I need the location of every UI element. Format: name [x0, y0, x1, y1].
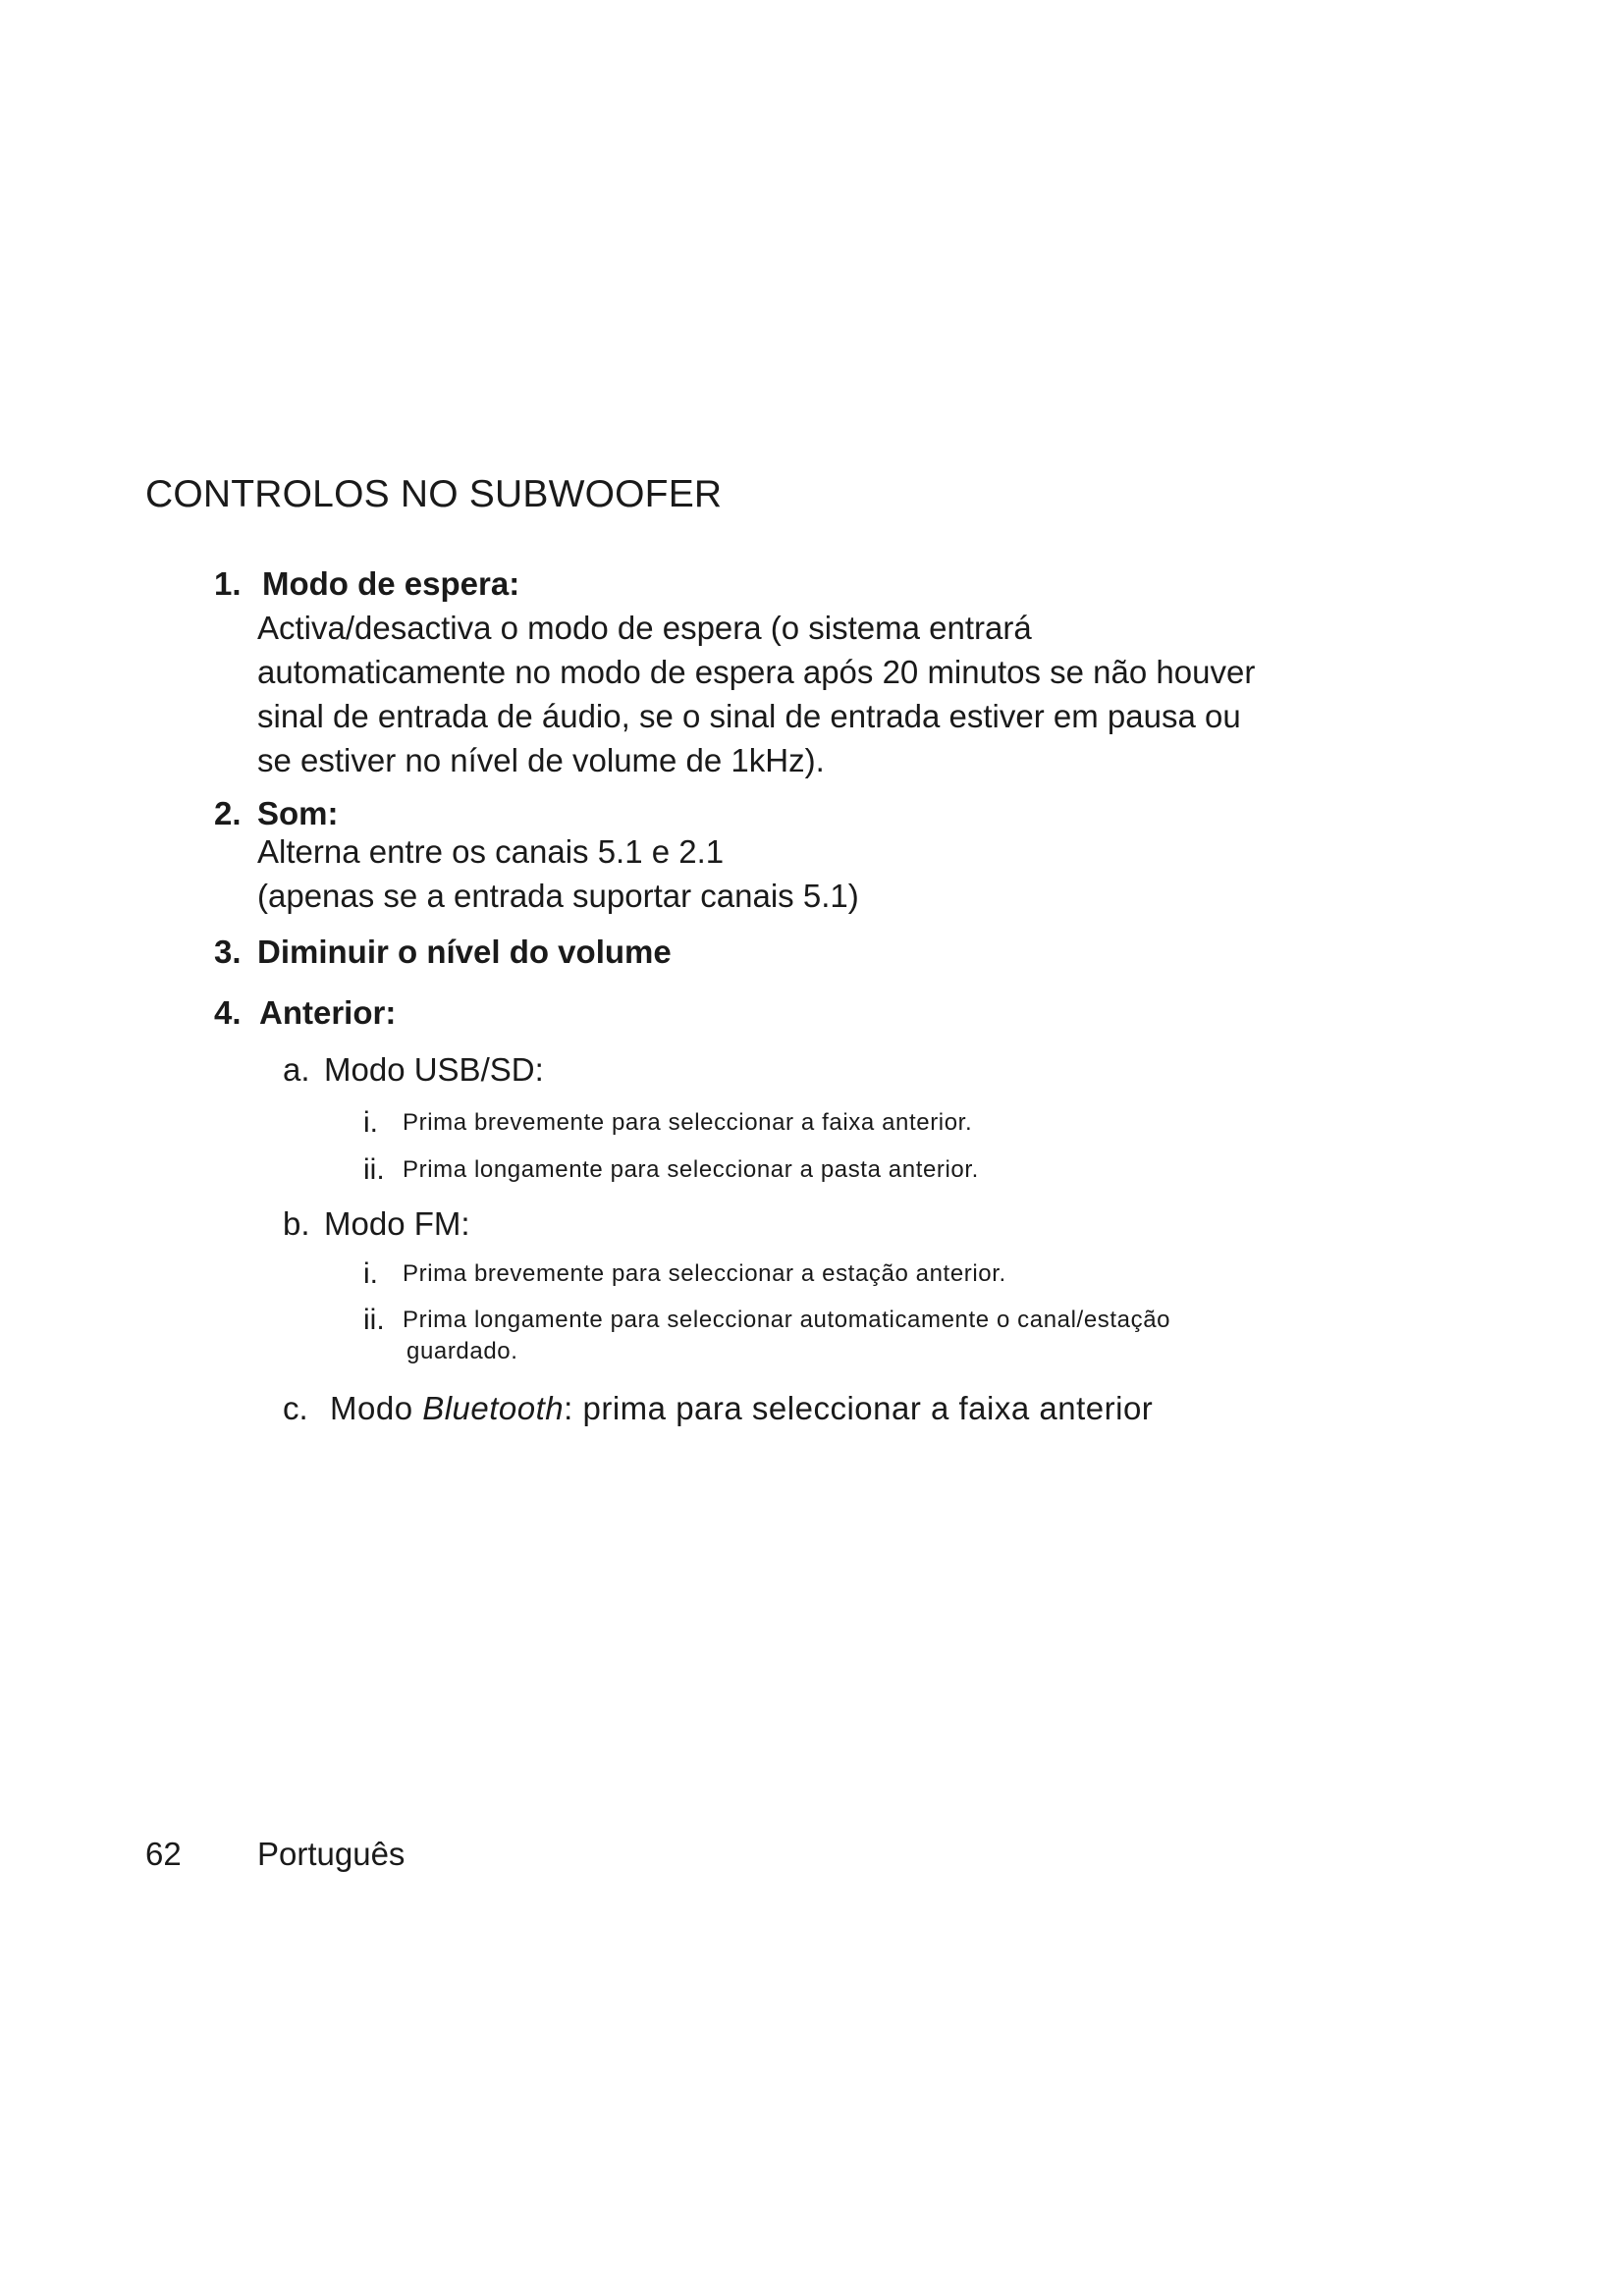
sub-item-a-point-ii-numeral: ii.: [363, 1153, 385, 1186]
item-2-number: 2.: [214, 795, 242, 831]
sub-item-b-point-ii-line-2: guardado.: [406, 1338, 518, 1364]
sub-item-c-label: [330, 1392, 1153, 1424]
item-1-heading: Modo de espera:: [262, 565, 520, 602]
sub-item-b-label: Modo FM:: [324, 1205, 470, 1242]
sub-item-b-point-ii-line-1: Prima longamente para seleccionar automaticamente o canal/estação: [403, 1307, 1171, 1333]
page-title: CONTROLOS NO SUBWOOFER: [145, 473, 723, 515]
item-4-number: 4.: [214, 994, 242, 1031]
sub-item-b-point-ii-numeral: ii.: [363, 1304, 385, 1336]
item-1-description: [257, 606, 1255, 782]
item-4-heading: Anterior:: [259, 994, 397, 1031]
sub-item-c-label-suffix: : prima para seleccionar a faixa anterior: [564, 1390, 1154, 1426]
sub-item-a-point-i-text: Prima brevemente para seleccionar a faixa anterior.: [403, 1109, 973, 1136]
sub-item-b-point-i-numeral: i.: [363, 1257, 378, 1290]
sub-item-b-letter: b.: [283, 1205, 310, 1242]
item-1-line-2: automaticamente no modo de espera após 20 minutos se não houver: [257, 654, 1256, 690]
footer-language: Português: [257, 1836, 406, 1872]
sub-item-b-point-i-text: Prima brevemente para seleccionar a estação anterior.: [403, 1260, 1006, 1287]
item-1-line-4: se estiver no nível de volume de 1kHz).: [257, 742, 825, 778]
item-3-number: 3.: [214, 934, 242, 970]
item-1-number: 1.: [214, 565, 242, 602]
sub-item-c-label-prefix: Modo: [330, 1390, 423, 1426]
item-1-line-3: sinal de entrada de áudio, se o sinal de entrada estiver em pausa ou: [257, 698, 1241, 734]
item-2-line-2: (apenas se a entrada suportar canais 5.1): [257, 878, 859, 914]
item-3-heading: Diminuir o nível do volume: [257, 934, 672, 970]
sub-item-b-point-ii-text: [403, 1305, 1170, 1367]
item-2-heading: Som:: [257, 795, 339, 831]
item-2-line-1: Alterna entre os canais 5.1 e 2.1: [257, 833, 725, 870]
sub-item-a-label: Modo USB/SD:: [324, 1051, 544, 1088]
sub-item-a-letter: a.: [283, 1051, 310, 1088]
page-number: 62: [145, 1836, 182, 1872]
sub-item-a-point-i-numeral: i.: [363, 1106, 378, 1139]
sub-item-c-letter: c.: [283, 1390, 308, 1426]
item-1-line-1: Activa/desactiva o modo de espera (o sistema entrará: [257, 610, 1032, 646]
item-2-description: [257, 829, 859, 918]
sub-item-c-label-italic: Bluetooth: [422, 1390, 565, 1426]
sub-item-a-point-ii-text: Prima longamente para seleccionar a pasta anterior.: [403, 1156, 979, 1183]
